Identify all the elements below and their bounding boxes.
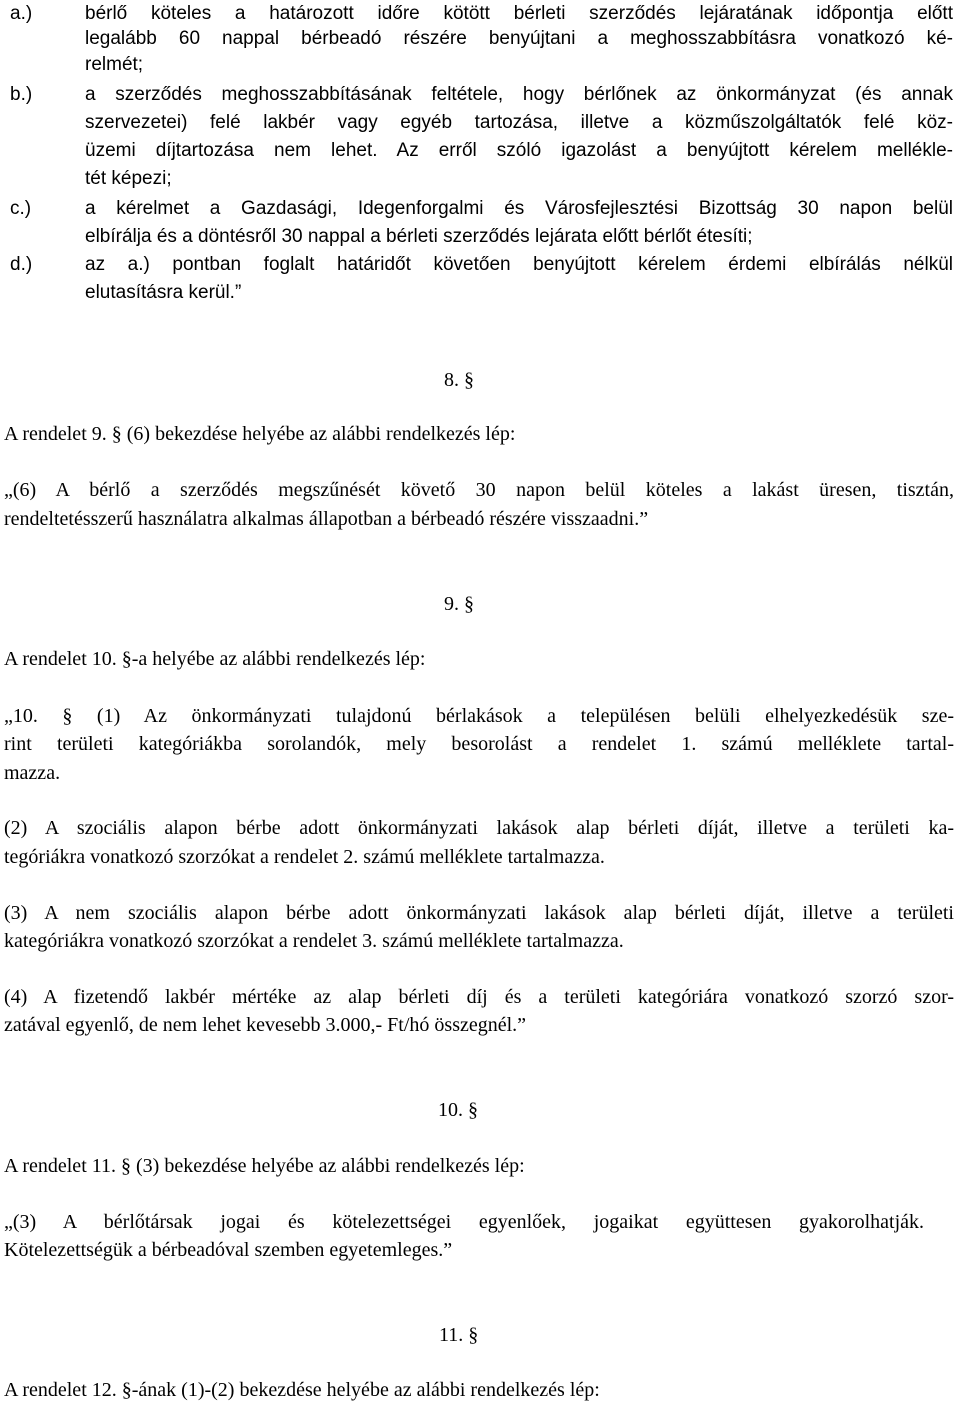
section-8-text-line-1: „(6) A bérlő a szerződés megszűnését követő 30 napon belül köteles a lakást üresen, tisztán, xyxy=(4,479,954,501)
list-a-line-2: legalább 60 nappal bérbeadó részére benyújtani a meghosszabbításra vonatkozó ké- xyxy=(85,28,953,49)
list-label-c: c.) xyxy=(10,198,32,219)
list-label-b: b.) xyxy=(10,84,33,105)
list-label-d: d.) xyxy=(10,254,33,275)
section-9-p2-line-1: (2) A szociális alapon bérbe adott önkormányzati lakások alap bérleti díját, illetve a területi ka- xyxy=(4,817,954,839)
section-9-p1-line-3: mazza. xyxy=(4,762,61,784)
section-10-text-line-2: Kötelezettségük a bérbeadóval szemben egyetemleges.” xyxy=(4,1239,453,1261)
section-9-p3-line-2: kategóriákra vonatkozó szorzókat a rendelet 3. számú melléklete tartalmazza. xyxy=(4,930,624,952)
section-heading-8: 8. § xyxy=(444,369,474,391)
section-9-p4-line-2: zatával egyenlő, de nem lehet kevesebb 3.000,- Ft/hó összegnél.” xyxy=(4,1014,527,1036)
section-9-intro: A rendelet 10. §-a helyébe az alábbi rendelkezés lép: xyxy=(4,648,426,670)
list-c-line-2: elbírálja és a döntésről 30 nappal a bérleti szerződés lejárata előtt bérlőt étesíti; xyxy=(85,226,753,247)
section-heading-10: 10. § xyxy=(438,1099,478,1121)
section-8-text-line-2: rendeltetésszerű használatra alkalmas állapotban a bérbeadó részére visszaadni.” xyxy=(4,508,649,530)
list-d-line-1: az a.) pontban foglalt határidőt követően benyújtott kérelem érdemi elbírálás nélkül xyxy=(85,254,953,275)
section-9-p2-line-2: tegóriákra vonatkozó szorzókat a rendelet 2. számú melléklete tartalmazza. xyxy=(4,846,605,868)
list-d-line-2: elutasításra kerül.” xyxy=(85,282,242,303)
list-b-line-1: a szerződés meghosszabbításának feltétele, hogy bérlőnek az önkormányzat (és annak xyxy=(85,84,953,105)
section-10-text-line-1: „(3) A bérlőtársak jogai és kötelezettségei egyenlőek, jogaikat együttesen gyakorolhatják. xyxy=(4,1211,924,1233)
section-8-intro: A rendelet 9. § (6) bekezdése helyébe az alábbi rendelkezés lép: xyxy=(4,423,516,445)
section-9-p1-line-1: „10. § (1) Az önkormányzati tulajdonú bérlakások a településen belüli elhelyezkedésük sze- xyxy=(4,705,954,727)
section-heading-9: 9. § xyxy=(444,593,474,615)
list-a-line-3: relmét; xyxy=(85,54,144,75)
section-heading-11: 11. § xyxy=(439,1324,479,1346)
list-b-line-3: üzemi díjtartozása nem lehet. Az erről szóló igazolást a benyújtott kérelem mellékle- xyxy=(85,140,953,161)
section-9-p4-line-1: (4) A fizetendő lakbér mértéke az alap bérleti díj és a területi kategóriára vonatkozó szorzó szor- xyxy=(4,986,954,1008)
list-c-line-1: a kérelmet a Gazdasági, Idegenforgalmi és Városfejlesztési Bizottság 30 napon belül xyxy=(85,198,953,219)
section-10-intro: A rendelet 11. § (3) bekezdése helyébe az alábbi rendelkezés lép: xyxy=(4,1155,525,1177)
section-9-p3-line-1: (3) A nem szociális alapon bérbe adott önkormányzati lakások alap bérleti díját, illetve a területi xyxy=(4,902,954,924)
list-label-a: a.) xyxy=(10,3,33,24)
list-a-line-1: bérlő köteles a határozott időre kötött bérleti szerződés lejáratának időpontja előtt xyxy=(85,3,953,24)
list-b-line-2: szervezetei) felé lakbér vagy egyéb tartozása, illetve a közműszolgáltatók felé köz- xyxy=(85,112,953,133)
list-b-line-4: tét képezi; xyxy=(85,168,172,189)
section-11-intro: A rendelet 12. §-ának (1)-(2) bekezdése helyébe az alábbi rendelkezés lép: xyxy=(4,1379,600,1401)
section-9-p1-line-2: rint területi kategóriákba sorolandók, mely besorolást a rendelet 1. számú melléklete tartal- xyxy=(4,733,954,755)
